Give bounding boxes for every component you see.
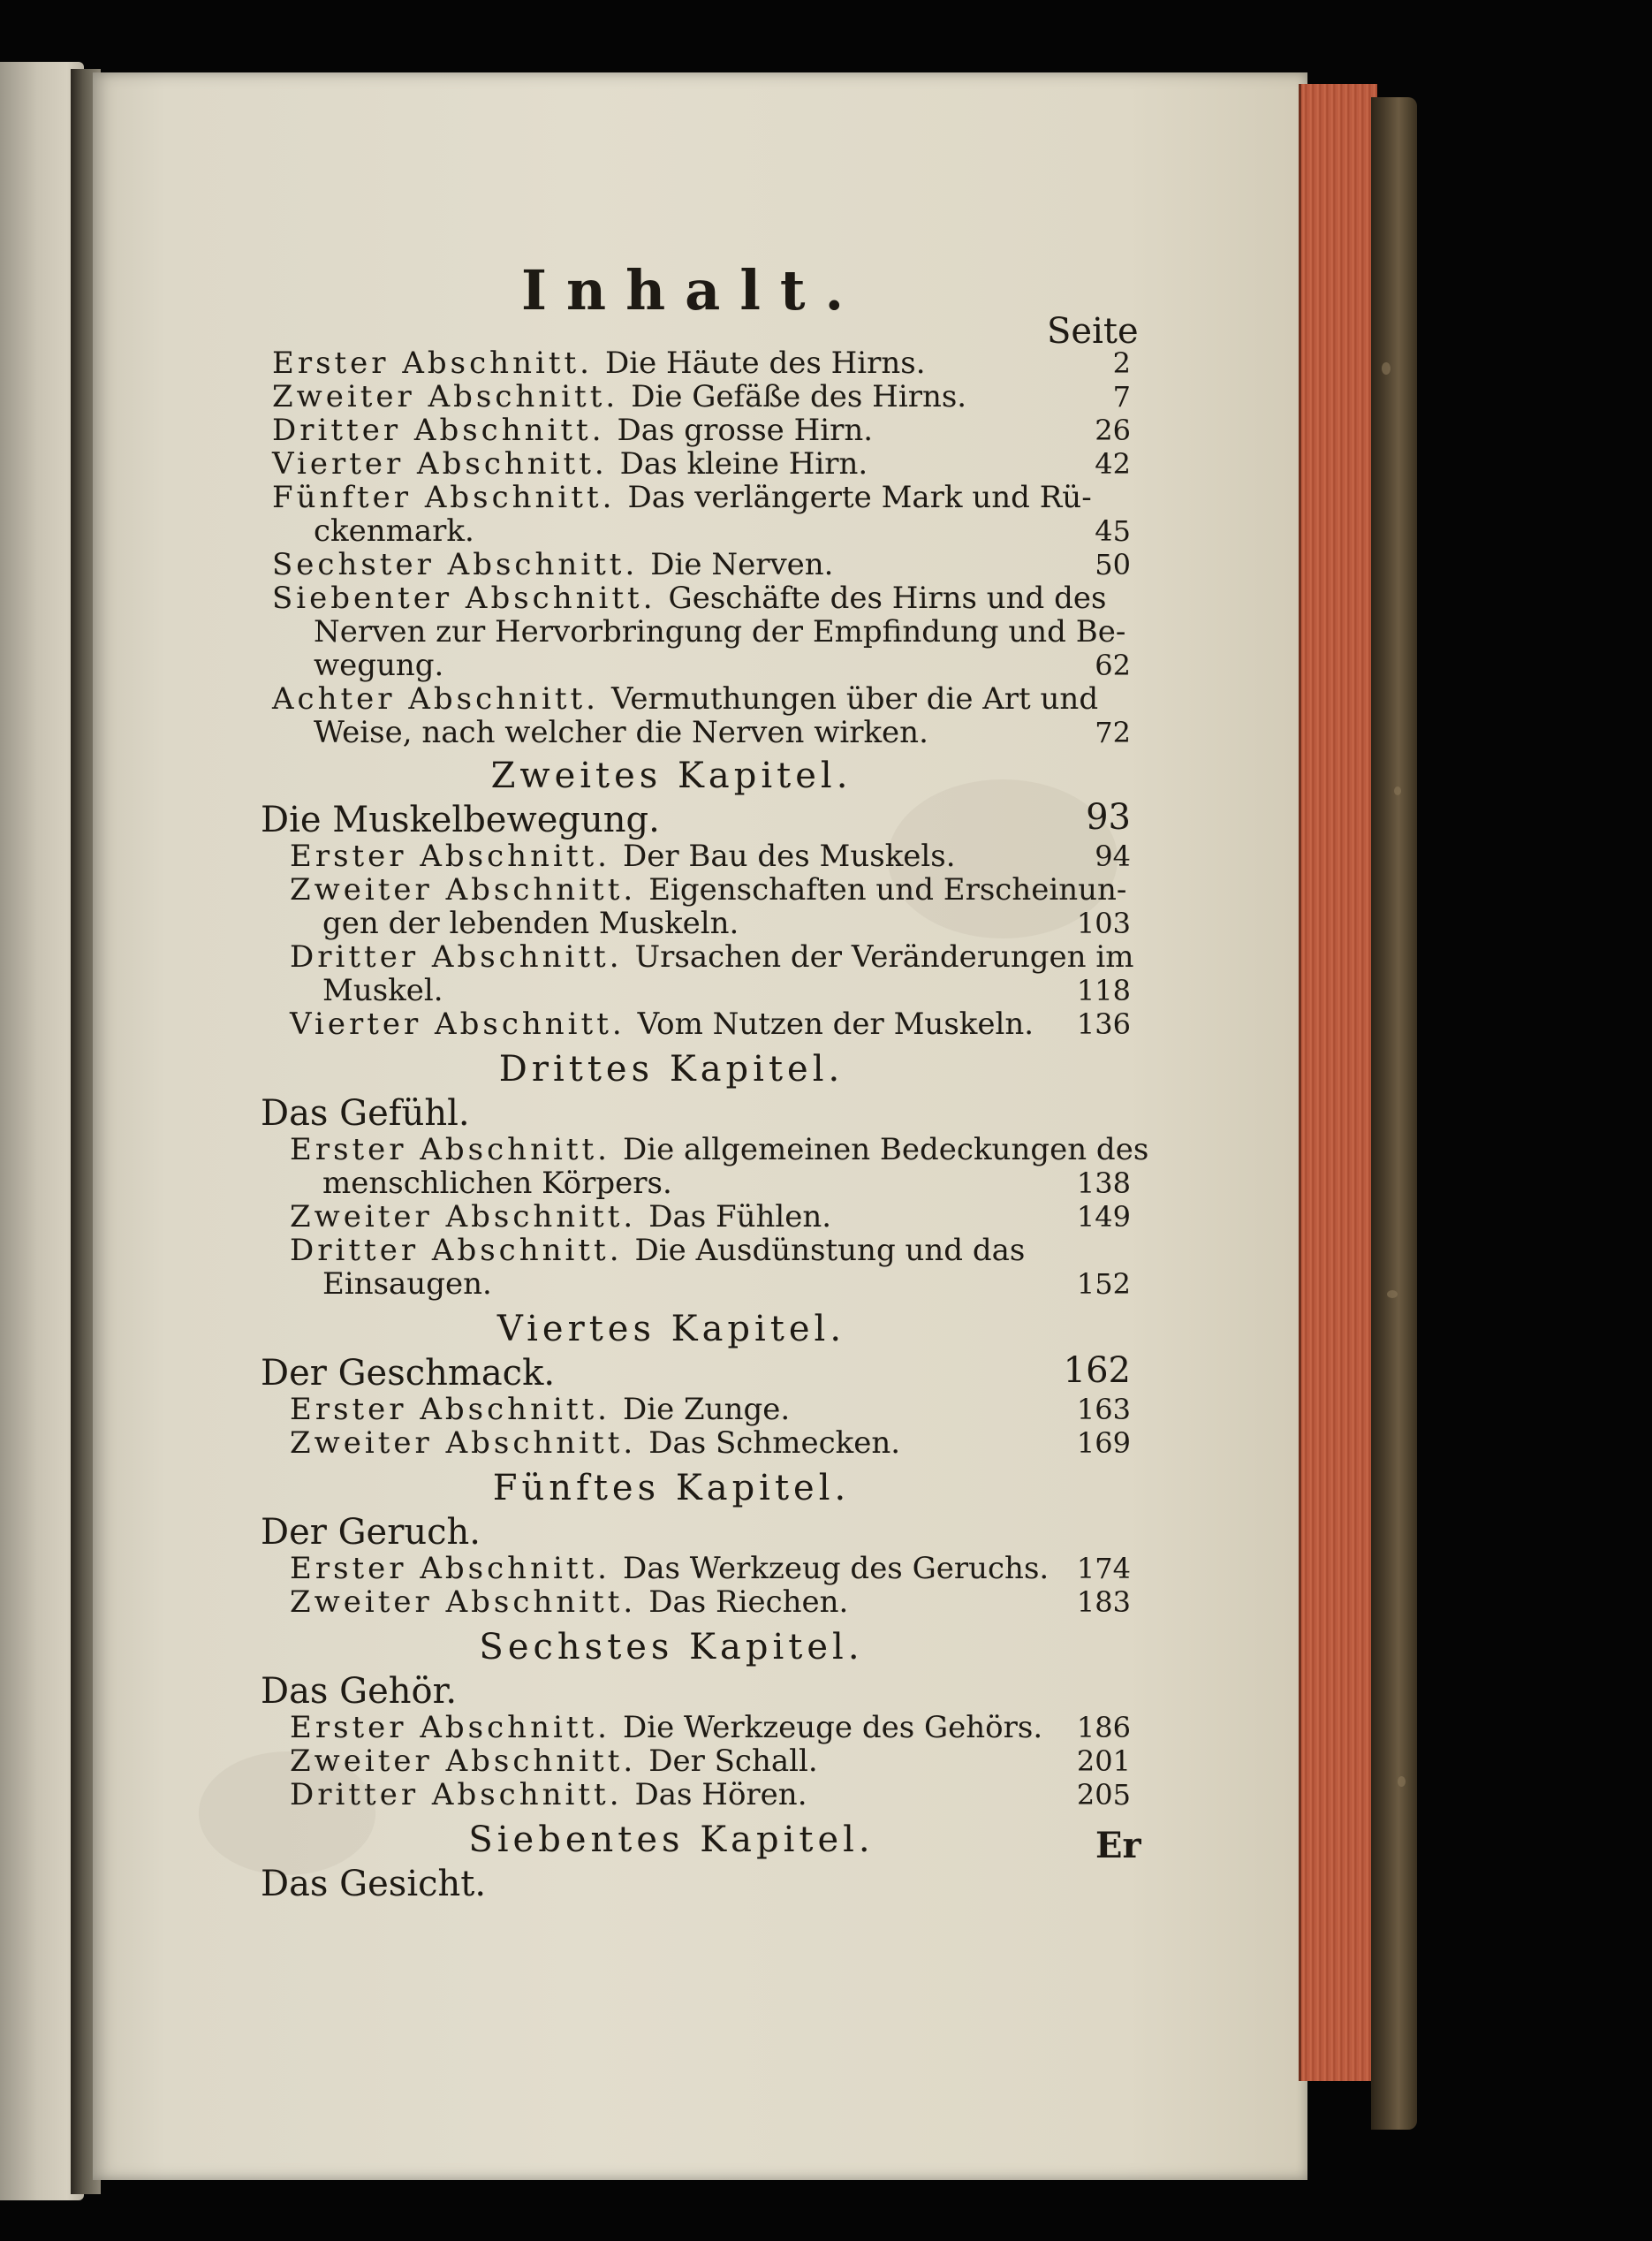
chapter-heading: Viertes Kapitel. <box>496 1309 846 1349</box>
toc-entry <box>290 940 1133 974</box>
section-label: Zweiter Abschnitt. <box>272 379 619 414</box>
section-title-continuation: ckenmark. <box>314 513 474 549</box>
section-label: Zweiter Abschnitt. <box>290 872 637 908</box>
page-number: 186 <box>1076 1711 1131 1744</box>
page-number: 72 <box>1095 716 1131 749</box>
section-title: Das grosse Hirn. <box>617 413 874 448</box>
section-label: Dritter Abschnitt. <box>290 939 623 975</box>
chapter-subject: Der Geschmack. <box>261 1353 556 1394</box>
page-number: 149 <box>1076 1200 1131 1234</box>
page-number: 201 <box>1076 1744 1131 1778</box>
page-number: 138 <box>1076 1166 1131 1200</box>
section-title: Das Schmecken. <box>648 1425 901 1461</box>
chapter-subject: Das Gefühl. <box>261 1093 470 1134</box>
chapter-heading: Drittes Kapitel. <box>498 1049 845 1090</box>
section-label: Sechster Abschnitt. <box>272 547 639 582</box>
page-number: 136 <box>1076 1007 1131 1041</box>
section-title: Das Fühlen. <box>648 1199 832 1234</box>
page-number: 7 <box>1112 380 1131 414</box>
section-title: Vom Nutzen der Muskeln. <box>637 1007 1034 1042</box>
toc-entry <box>290 1200 831 1234</box>
section-title: Das Werkzeug des Geruchs. <box>622 1551 1050 1586</box>
section-title: Geschäfte des Hirns und des <box>668 581 1107 616</box>
section-label: Vierter Abschnitt. <box>290 1007 625 1042</box>
toc-entry <box>272 346 926 380</box>
section-label: Zweiter Abschnitt. <box>290 1743 637 1779</box>
section-label: Erster Abschnitt. <box>290 839 610 874</box>
section-label: Siebenter Abschnitt. <box>272 581 656 616</box>
page-number: 118 <box>1076 974 1131 1007</box>
page-number: 62 <box>1095 649 1131 682</box>
section-title: Das Riechen. <box>648 1584 849 1620</box>
toc-entry <box>290 1585 848 1619</box>
section-label: Achter Abschnitt. <box>272 681 599 717</box>
page-number: 94 <box>1095 839 1131 873</box>
section-label: Zweiter Abschnitt. <box>290 1425 637 1461</box>
toc-entry <box>272 414 873 447</box>
section-title-continuation: Nerven zur Hervorbringung der Empfindung und Be- <box>314 614 1126 650</box>
section-title: Die Häute des Hirns. <box>604 346 926 381</box>
page-title: Inhalt. <box>521 258 864 323</box>
chapter-subject: Der Geruch. <box>261 1512 481 1553</box>
toc-entry <box>290 1007 1034 1041</box>
section-label: Erster Abschnitt. <box>290 1551 610 1586</box>
section-label: Erster Abschnitt. <box>290 1710 610 1745</box>
section-label: Erster Abschnitt. <box>290 1392 610 1427</box>
section-title: Der Schall. <box>648 1743 818 1779</box>
section-title: Die Zunge. <box>622 1392 791 1427</box>
toc-entry <box>290 1711 1042 1744</box>
section-title: Vermuthungen über die Art und <box>610 681 1099 717</box>
section-title: Die allgemeinen Bedeckungen des <box>622 1132 1149 1167</box>
toc-entry <box>290 839 956 873</box>
section-title: Die Nerven. <box>650 547 834 582</box>
chapter-heading: Zweites Kapitel. <box>490 756 853 796</box>
page-number: 103 <box>1076 907 1131 940</box>
toc-entry <box>290 1744 818 1778</box>
chapter-subject: Das Gehör. <box>261 1671 458 1712</box>
page-number: 50 <box>1095 548 1131 581</box>
section-title-continuation: Muskel. <box>322 973 443 1008</box>
section-title-continuation: Einsaugen. <box>322 1266 492 1302</box>
section-title: Eigenschaften und Erscheinun- <box>648 872 1127 908</box>
section-title: Die Ausdünstung und das <box>634 1233 1026 1268</box>
section-title-continuation: wegung. <box>314 648 444 683</box>
toc-entry <box>272 548 834 581</box>
toc-entry <box>272 447 868 481</box>
page-number: 169 <box>1076 1426 1131 1460</box>
chapter-heading: Fünftes Kapitel. <box>492 1468 851 1508</box>
section-title-continuation: gen der lebenden Muskeln. <box>322 906 739 941</box>
catchword: Er <box>1095 1825 1141 1866</box>
page-number: 205 <box>1076 1778 1131 1812</box>
section-title-continuation: menschlichen Körpers. <box>322 1166 672 1201</box>
section-label: Zweiter Abschnitt. <box>290 1584 637 1620</box>
page-number: 163 <box>1076 1393 1131 1426</box>
toc-entry <box>290 1234 1025 1267</box>
section-title-continuation: Weise, nach welcher die Nerven wirken. <box>314 715 928 750</box>
section-title: Das verlängerte Mark und Rü- <box>627 480 1092 515</box>
section-title: Ursachen der Veränderungen im <box>634 939 1134 975</box>
toc-entry <box>272 682 1098 716</box>
chapter-subject: Die Muskelbewegung. <box>261 800 660 840</box>
page-number: 162 <box>1063 1350 1131 1391</box>
page-column-label: Seite <box>1047 311 1139 352</box>
toc-entry <box>272 380 966 414</box>
page-number: 174 <box>1076 1552 1131 1585</box>
toc-entry <box>290 873 1126 907</box>
toc-entry <box>272 581 1106 615</box>
section-label: Vierter Abschnitt. <box>272 446 608 482</box>
section-title: Die Werkzeuge des Gehörs. <box>622 1710 1043 1745</box>
toc-entry <box>290 1393 790 1426</box>
section-title: Das Hören. <box>634 1777 807 1812</box>
page-number: 93 <box>1086 797 1131 838</box>
chapter-heading: Siebentes Kapitel. <box>468 1819 875 1860</box>
toc-entry <box>290 1552 1049 1585</box>
chapter-subject: Das Gesicht. <box>261 1864 487 1904</box>
page-number: 45 <box>1095 514 1131 548</box>
section-label: Dritter Abschnitt. <box>290 1777 623 1812</box>
section-title: Das kleine Hirn. <box>619 446 868 482</box>
chapter-heading: Sechstes Kapitel. <box>479 1627 864 1667</box>
section-label: Zweiter Abschnitt. <box>290 1199 637 1234</box>
toc-entry <box>272 481 1092 514</box>
section-label: Erster Abschnitt. <box>272 346 593 381</box>
section-title: Der Bau des Muskels. <box>622 839 956 874</box>
section-label: Erster Abschnitt. <box>290 1132 610 1167</box>
section-title: Die Gefäße des Hirns. <box>631 379 967 414</box>
page-number: 183 <box>1076 1585 1131 1619</box>
section-label: Fünfter Abschnitt. <box>272 480 616 515</box>
page-number: 2 <box>1112 346 1131 380</box>
section-label: Dritter Abschnitt. <box>272 413 605 448</box>
section-label: Dritter Abschnitt. <box>290 1233 623 1268</box>
toc-entry <box>290 1133 1148 1166</box>
page-number: 42 <box>1095 447 1131 481</box>
page-number: 152 <box>1076 1267 1131 1301</box>
page-number: 26 <box>1095 414 1131 447</box>
toc-entry <box>290 1426 900 1460</box>
toc-entry <box>290 1778 807 1812</box>
